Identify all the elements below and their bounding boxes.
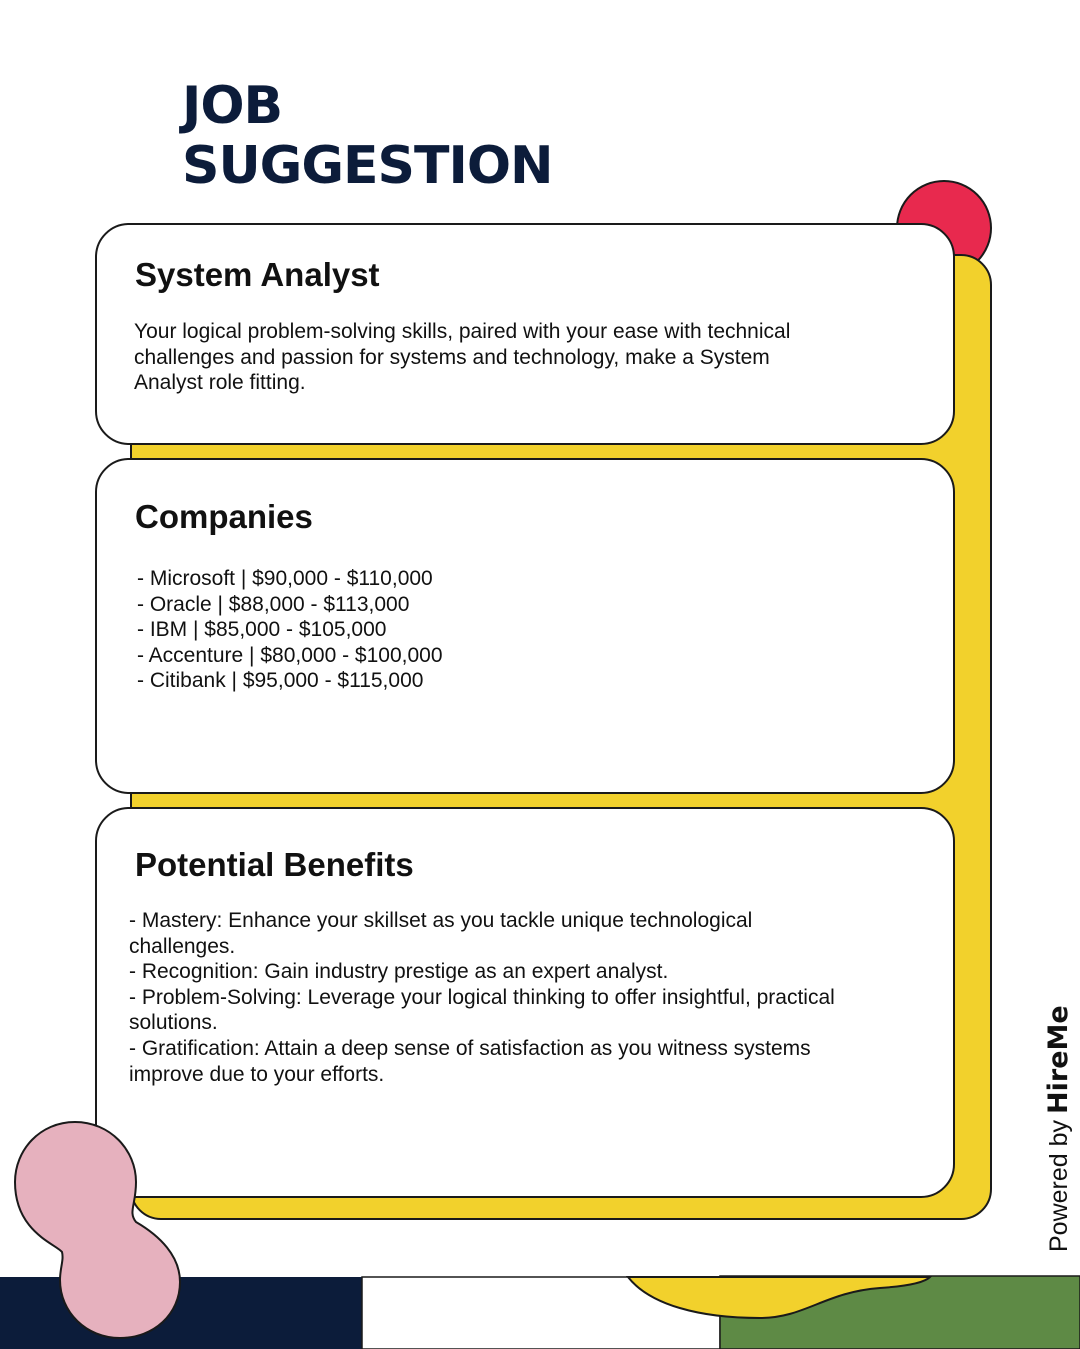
benefits-heading: Potential Benefits [135,846,414,883]
pink-blob-shape [15,1122,180,1338]
company-item: - Citibank | $95,000 - $115,000 [137,669,424,693]
benefit-item: - Mastery: Enhance your skillset as you tackle unique technological challenges. [129,909,753,958]
benefit-item: - Recognition: Gain industry prestige as an expert analyst. [129,960,669,984]
company-item: - Microsoft | $90,000 - $110,000 [137,567,433,590]
benefit-item: - Gratification: Attain a deep sense of satisfaction as you witness systems improve due to your efforts. [129,1036,811,1086]
role-title: System Analyst [135,256,380,293]
page-title-line-2: SUGGESTION [182,136,553,196]
hireme-logo: HireMe [1043,1005,1074,1114]
role-description: Your logical problem-solving skills, paired with your ease with technical challenges and passion for systems and technology, make a System Analyst role fitting. [134,320,791,395]
company-item: - Oracle | $88,000 - $113,000 [137,592,410,616]
companies-heading: Companies [135,498,313,535]
company-item: - Accenture | $80,000 - $100,000 [137,643,443,667]
benefit-item: - Problem-Solving: Leverage your logical thinking to offer insightful, practical solutions. [129,985,835,1035]
page-title-line-1: JOB [182,76,283,136]
powered-by-label: Powered by [1045,1119,1073,1252]
company-item: - IBM | $85,000 - $105,000 [137,618,387,642]
